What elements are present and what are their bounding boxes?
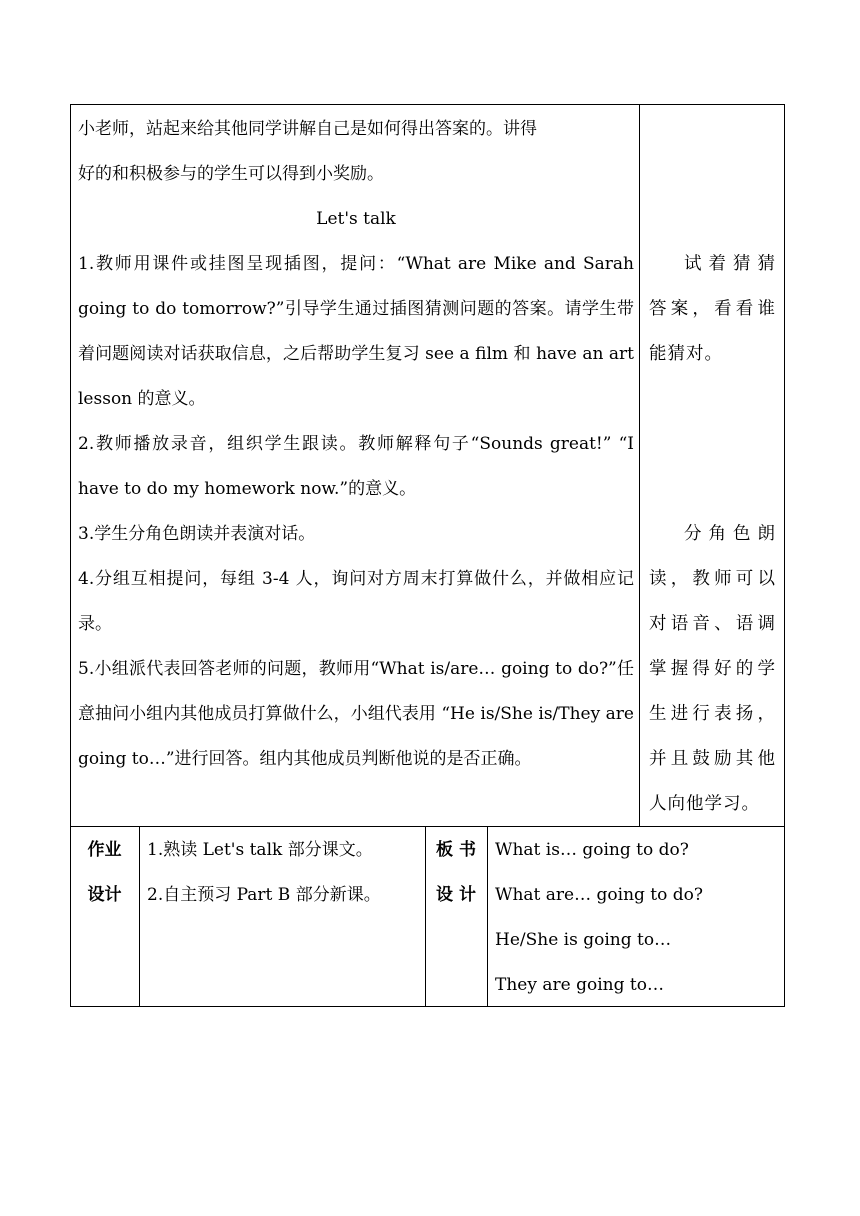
upper-column-divider: [639, 104, 640, 826]
step-2: 2.教师播放录音，组织学生跟读。教师解释句子“Sounds great!” “I have to do my homework now.”的意义。: [78, 434, 634, 499]
board-line: What are… going to do?: [495, 885, 704, 905]
board-label-line-2: 设 计: [436, 885, 476, 905]
homework-label-divider: [139, 826, 140, 1007]
section-title: Let's talk: [316, 209, 396, 229]
board-label-divider: [487, 826, 488, 1007]
board-label-line-1: 板 书: [436, 840, 476, 860]
intro-line-2: 好的和积极参与的学生可以得到小奖励。: [78, 164, 384, 184]
step-5: 5.小组派代表回答老师的问题，教师用“What is/are… going to do?”任意抽问小组内其他成员打算做什么，小组代表用 “He is/She is/They are going to…”进行回答。组内其他成员判断他说的是否正确。: [78, 659, 634, 769]
intro-line-1: 小老师，站起来给其他同学讲解自己是如何得出答案的。讲得: [78, 119, 537, 139]
lesson-plan-table: [70, 104, 785, 1007]
homework-label-line-1: 作业: [87, 840, 122, 860]
step-3: 3.学生分角色朗读并表演对话。: [78, 524, 316, 544]
board-line: What is… going to do?: [495, 840, 689, 860]
board-line: He/She is going to…: [495, 930, 672, 950]
homework-label-line-2: 设计: [87, 885, 122, 905]
step-4: 4.分组互相提问，每组 3-4 人，询问对方周末打算做什么，并做相应记录。: [78, 569, 634, 634]
side-note-roleplay: 分角色朗读，教师可以对语音、语调掌握得好的学生进行表扬，并且鼓励其他人向他学习。: [649, 524, 776, 814]
homework-item: 2.自主预习 Part B 部分新课。: [147, 885, 381, 905]
homework-item: 1.熟读 Let's talk 部分课文。: [147, 840, 373, 860]
step-1: 1.教师用课件或挂图呈现插图，提问：“What are Mike and Sarah going to do tomorrow?”引导学生通过插图猜测问题的答案。请学生带着问题阅读对话获取信息，之后帮助学生复习 see a film 和 have an art lesson 的意义。: [78, 254, 634, 409]
side-note-guess: 试着猜猜答案，看看谁能猜对。: [649, 254, 776, 364]
board-line: They are going to…: [495, 975, 664, 995]
